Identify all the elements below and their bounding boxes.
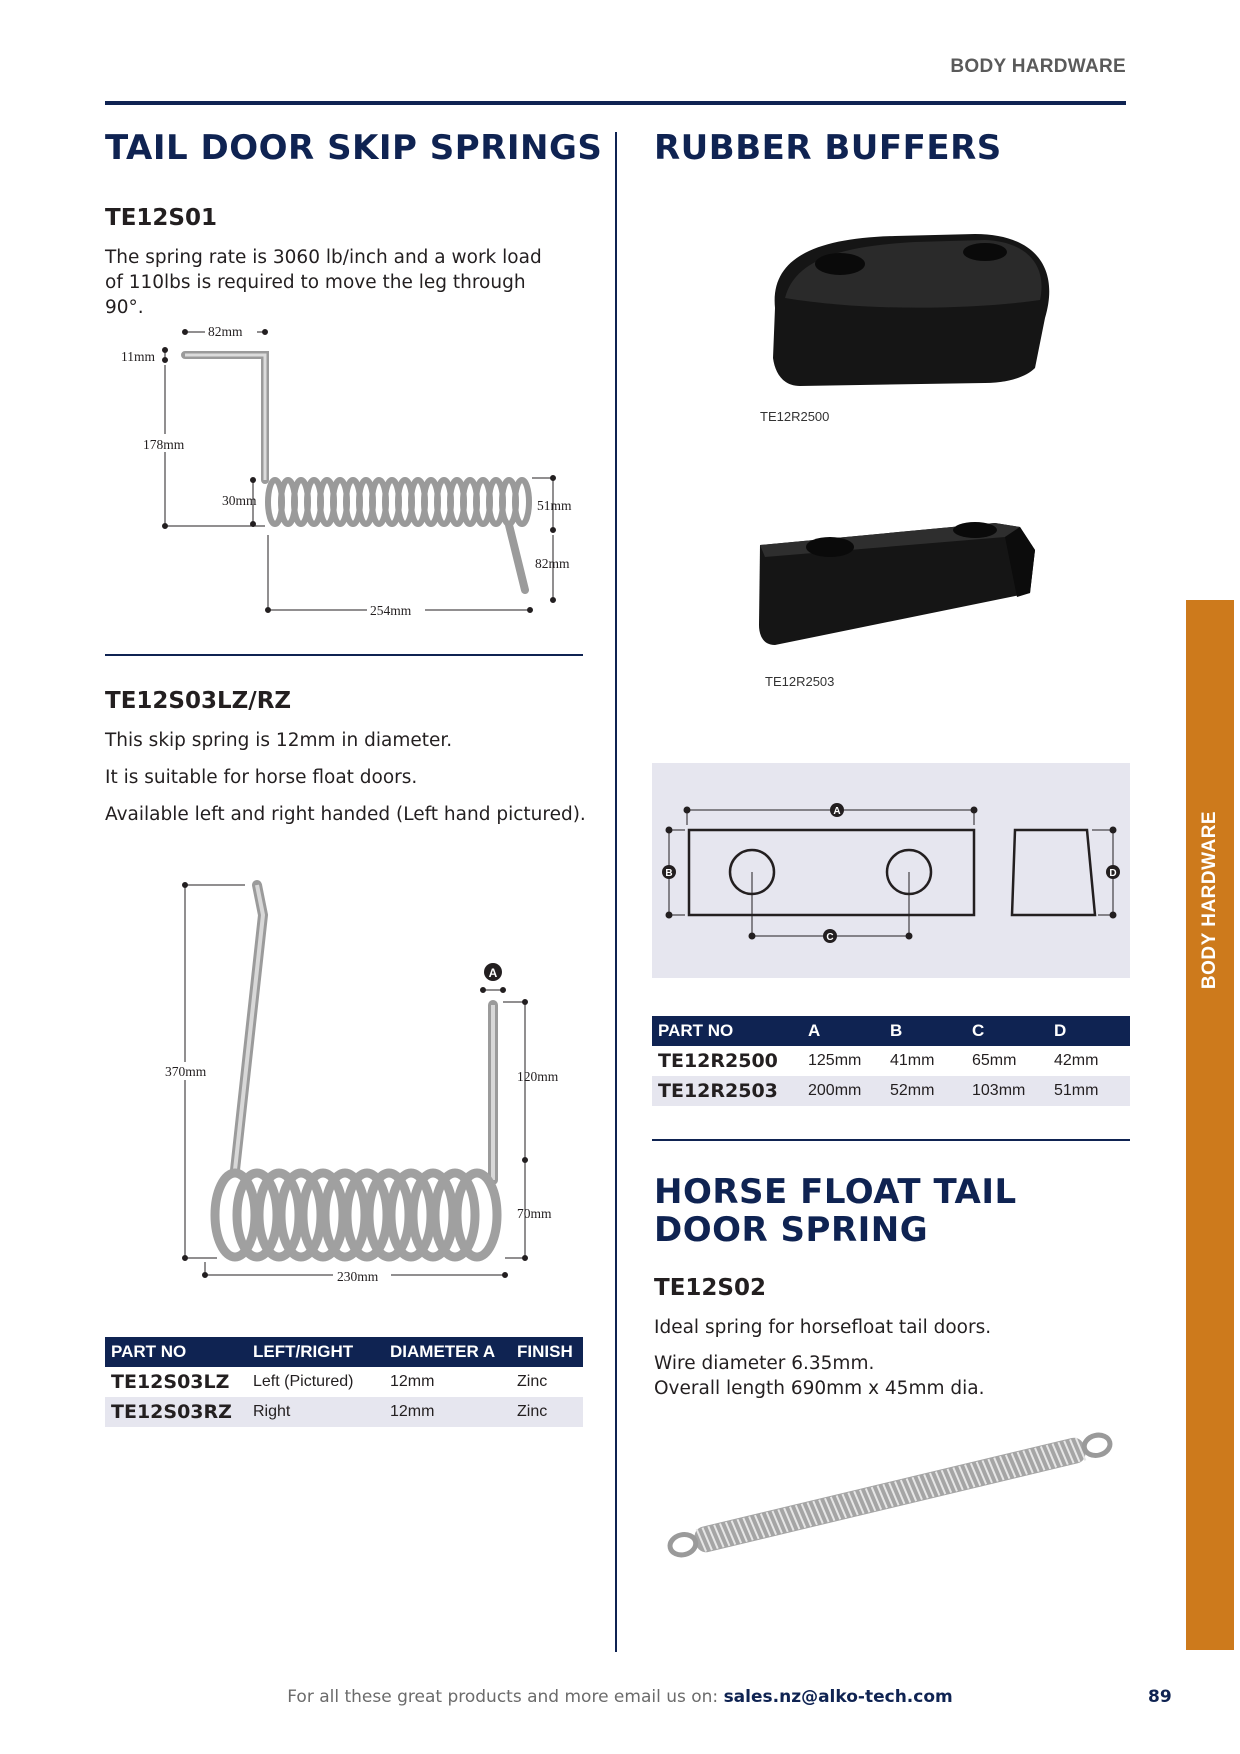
table-cell: Right [247, 1397, 384, 1427]
dim-end-gap: 51mm [537, 498, 572, 513]
te12s03-diagram [105, 870, 585, 1300]
table-cell: Zinc [511, 1397, 583, 1427]
table-cell: TE12S03LZ [111, 1371, 230, 1393]
table-row [105, 1367, 583, 1397]
buffer-caption-2: TE12R2503 [765, 674, 835, 689]
table-cell: TE12R2503 [652, 1076, 802, 1106]
diagram-label-d: D [1109, 868, 1117, 879]
diagram-label-c: C [826, 932, 834, 943]
dim-top-leg: 11mm [121, 349, 156, 364]
buffer-caption-1: TE12R2500 [760, 409, 830, 424]
diagram-label-b: B [665, 868, 673, 879]
dim-length: 254mm [370, 603, 412, 618]
table-cell: 12mm [390, 1373, 435, 1390]
dim-height: 178mm [143, 437, 185, 452]
table-header: LEFT/RIGHT [247, 1337, 384, 1367]
side-tab-text [1186, 600, 1234, 1650]
table-header: B [884, 1016, 966, 1046]
dim-coil-dia: 30mm [222, 493, 257, 508]
table-cell: Left (Pictured) [253, 1373, 354, 1390]
section-divider [652, 1139, 1130, 1141]
te12s01-diagram [105, 320, 585, 620]
table-row [105, 1397, 583, 1427]
te12s01-description: The spring rate is 3060 lb/inch and a work load of 110lbs is required to move the leg through 90°. [105, 247, 542, 318]
te12s03-line2: It is suitable for horse float doors. [105, 767, 418, 788]
table-cell: 52mm [884, 1076, 966, 1106]
diagram-label-a: A [833, 806, 841, 817]
buffer-table [652, 1016, 1130, 1106]
side-tab-label: BODY HARDWARE [1199, 810, 1220, 990]
section-header-label: BODY HARDWARE [950, 56, 1126, 77]
table-header: PART NO [652, 1016, 802, 1046]
table-cell: 12mm [384, 1397, 511, 1427]
table-header: D [1048, 1016, 1130, 1046]
table-cell: Zinc [517, 1373, 548, 1390]
table-header: A [802, 1016, 884, 1046]
te12s03-line3: Available left and right handed (Left hand pictured). [105, 804, 586, 825]
marker-a-label: A [488, 966, 498, 980]
table-cell: 42mm [1054, 1052, 1099, 1069]
table-row [652, 1046, 1130, 1076]
table-header-row [105, 1337, 583, 1367]
buffer-te12r2503-image [755, 505, 1055, 650]
te12s01-code: TE12S01 [105, 205, 217, 231]
table-header: C [966, 1016, 1048, 1046]
table-cell: TE12S03RZ [105, 1397, 247, 1427]
table-cell: 65mm [972, 1052, 1017, 1069]
table-cell: 41mm [890, 1052, 935, 1069]
te12s02-line3: Overall length 690mm x 45mm dia. [654, 1378, 985, 1399]
te12s02-line2: Wire diameter 6.35mm. [654, 1353, 875, 1374]
header-rule [105, 101, 1126, 105]
buffer-te12r2500-image [755, 228, 1055, 388]
column-divider [615, 132, 617, 1652]
footer-email-link[interactable]: sales.nz@alko-tech.com [723, 1687, 953, 1707]
rubber-buffers-title: RUBBER BUFFERS [654, 128, 1002, 168]
dim-leg-120: 120mm [517, 1069, 559, 1084]
te12s03-code: TE12S03LZ/RZ [105, 688, 292, 714]
te12s02-code: TE12S02 [654, 1275, 766, 1301]
table-header: DIAMETER A [384, 1337, 511, 1367]
table-header-row [652, 1016, 1130, 1046]
section-divider [105, 654, 583, 656]
te12s02-line1: Ideal spring for horsefloat tail doors. [654, 1317, 992, 1338]
footer [0, 1687, 1240, 1707]
dim-coil-70: 70mm [517, 1206, 552, 1221]
page-number: 89 [1148, 1687, 1172, 1707]
te12s03-line1: This skip spring is 12mm in diameter. [105, 730, 453, 751]
dim-end-leg: 82mm [535, 556, 570, 571]
dim-height-370: 370mm [165, 1064, 207, 1079]
table-cell: 200mm [802, 1076, 884, 1106]
table-header: FINISH [511, 1337, 583, 1367]
table-header: PART NO [105, 1337, 247, 1367]
buffer-dimension-diagram [652, 763, 1130, 978]
skip-springs-title: TAIL DOOR SKIP SPRINGS [105, 128, 603, 168]
horse-float-title-2: DOOR SPRING [654, 1210, 929, 1250]
horse-float-title-1: HORSE FLOAT TAIL [654, 1172, 1017, 1212]
table-cell: 103mm [966, 1076, 1048, 1106]
footer-text: For all these great products and more email us on: [287, 1687, 724, 1707]
horse-float-spring-image [650, 1420, 1135, 1570]
skip-spring-table [105, 1337, 583, 1427]
table-cell: TE12R2500 [658, 1050, 778, 1072]
table-cell: 51mm [1048, 1076, 1130, 1106]
table-cell: 125mm [808, 1052, 862, 1069]
table-row [652, 1076, 1130, 1106]
dim-top-width: 82mm [208, 324, 243, 339]
dim-length-230: 230mm [337, 1269, 379, 1284]
